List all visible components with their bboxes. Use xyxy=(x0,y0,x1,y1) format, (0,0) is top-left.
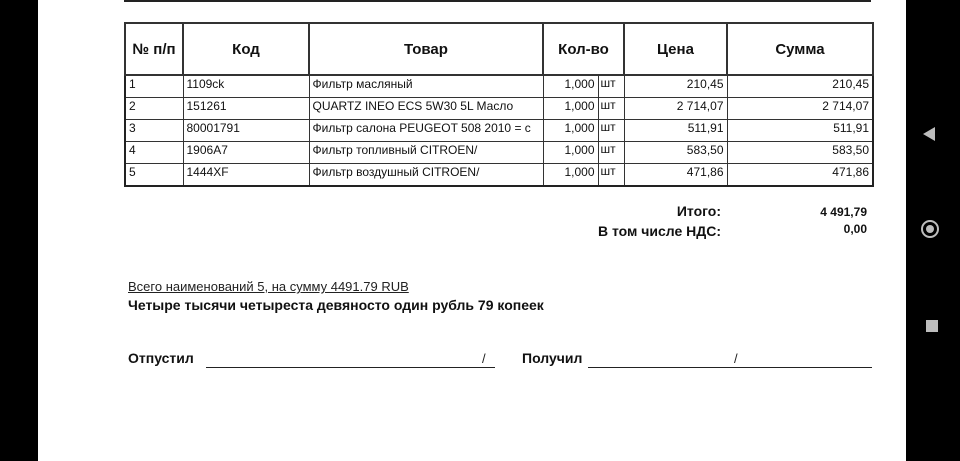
top-rule xyxy=(124,0,871,2)
table-row xyxy=(125,164,873,187)
vat-label: В том числе НДС: xyxy=(597,223,721,239)
home-icon[interactable] xyxy=(921,220,939,238)
table-row xyxy=(125,142,873,164)
total-value: 4 491,79 xyxy=(820,205,867,219)
back-icon[interactable] xyxy=(923,127,935,141)
row-quantity: 1,000 xyxy=(543,142,598,164)
row-price: 210,45 xyxy=(624,75,727,98)
items-summary-line: Всего наименований 5, на сумму 4491.79 RUB xyxy=(128,279,409,294)
received-by-label: Получил xyxy=(522,350,583,366)
row-number: 1 xyxy=(125,75,183,98)
vat-value: 0,00 xyxy=(843,222,867,236)
released-by-label: Отпустил xyxy=(128,350,194,366)
released-by-signature-line xyxy=(206,367,495,368)
recents-icon[interactable] xyxy=(926,320,938,332)
row-price: 583,50 xyxy=(624,142,727,164)
header-quantity: Кол-во xyxy=(543,23,624,75)
row-unit: шт xyxy=(598,120,624,142)
row-item: QUARTZ INEO ECS 5W30 5L Масло xyxy=(309,98,543,120)
row-price: 471,86 xyxy=(624,164,727,187)
row-unit: шт xyxy=(598,142,624,164)
row-code: 1906A7 xyxy=(183,142,309,164)
row-item: Фильтр салона PEUGEOT 508 2010 = с xyxy=(309,120,543,142)
header-code: Код xyxy=(183,23,309,75)
row-sum: 471,86 xyxy=(727,164,873,187)
row-item: Фильтр воздушный CITROEN/ xyxy=(309,164,543,187)
received-by-slash: / xyxy=(734,351,738,366)
document-page xyxy=(38,0,906,461)
row-number: 2 xyxy=(125,98,183,120)
row-quantity: 1,000 xyxy=(543,164,598,187)
items-table xyxy=(124,22,874,187)
row-quantity: 1,000 xyxy=(543,98,598,120)
row-price: 2 714,07 xyxy=(624,98,727,120)
row-unit: шт xyxy=(598,98,624,120)
header-sum: Сумма xyxy=(727,23,873,75)
table-row xyxy=(125,120,873,142)
row-code: 80001791 xyxy=(183,120,309,142)
row-number: 4 xyxy=(125,142,183,164)
row-quantity: 1,000 xyxy=(543,120,598,142)
header-item: Товар xyxy=(309,23,543,75)
row-code: 151261 xyxy=(183,98,309,120)
header-number: № п/п xyxy=(125,23,183,75)
row-price: 511,91 xyxy=(624,120,727,142)
row-unit: шт xyxy=(598,164,624,187)
released-by-slash: / xyxy=(482,351,486,366)
header-price: Цена xyxy=(624,23,727,75)
row-item: Фильтр топливный CITROEN/ xyxy=(309,142,543,164)
row-code: 1444XF xyxy=(183,164,309,187)
row-item: Фильтр масляный xyxy=(309,75,543,98)
row-sum: 583,50 xyxy=(727,142,873,164)
table-header-row xyxy=(125,23,873,75)
table-row xyxy=(125,75,873,98)
row-number: 3 xyxy=(125,120,183,142)
total-label: Итого: xyxy=(676,203,721,219)
row-sum: 511,91 xyxy=(727,120,873,142)
row-sum: 2 714,07 xyxy=(727,98,873,120)
row-number: 5 xyxy=(125,164,183,187)
row-quantity: 1,000 xyxy=(543,75,598,98)
row-unit: шт xyxy=(598,75,624,98)
row-code: 1109ck xyxy=(183,75,309,98)
received-by-signature-line xyxy=(588,367,872,368)
row-sum: 210,45 xyxy=(727,75,873,98)
table-row xyxy=(125,98,873,120)
amount-in-words: Четыре тысячи четыреста девяносто один рубль 79 копеек xyxy=(128,297,544,313)
